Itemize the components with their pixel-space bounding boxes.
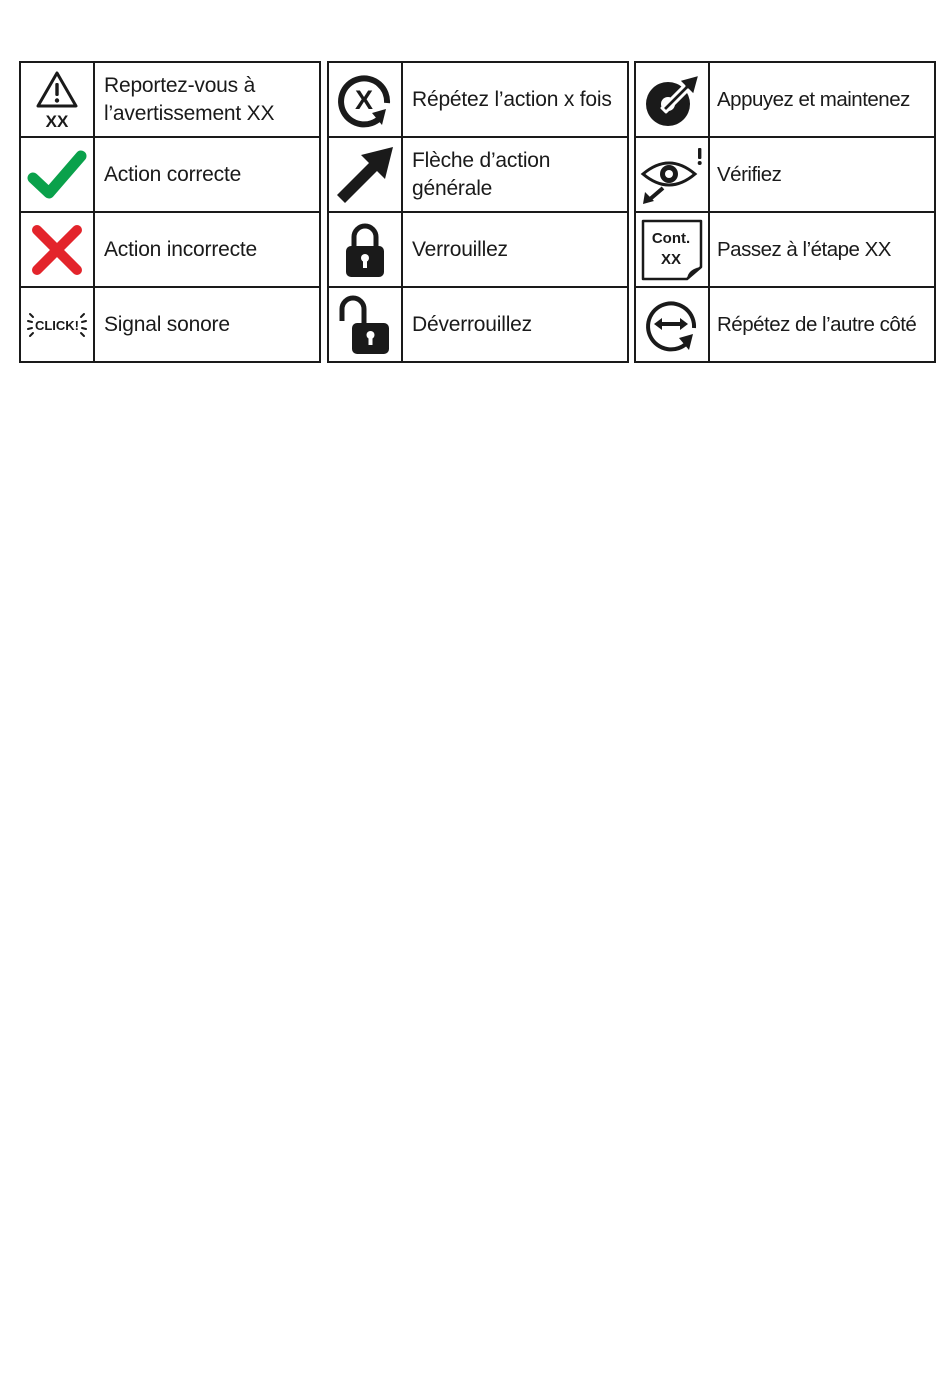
continue-label: Cont. [651, 229, 691, 247]
legend-column-3 [634, 61, 936, 363]
legend-label: Verrouillez [412, 237, 508, 261]
legend-label: Signal sonore [104, 312, 230, 336]
legend-column-1 [19, 61, 321, 363]
repeat-count-x: X [354, 84, 374, 115]
legend-label: Action incorrecte [104, 237, 258, 261]
legend-row [636, 63, 934, 138]
legend-label: Vérifiez [717, 162, 782, 186]
legend-row [21, 288, 319, 361]
click-sound-text: CLICK! [34, 317, 80, 333]
eye-check-icon [639, 144, 705, 206]
warning-triangle-icon [34, 69, 80, 131]
legend-label: Action correcte [104, 162, 242, 186]
legend-label: Déverrouillez [412, 312, 532, 336]
legend-label: Passez à l’étape XX [717, 237, 891, 261]
legend-label: Répétez l’action x fois [412, 87, 612, 111]
legend-row [329, 63, 627, 138]
legend-row [636, 288, 934, 361]
legend-row [329, 288, 627, 361]
legend-row [21, 138, 319, 213]
legend-row [636, 138, 934, 213]
continue-step-code: XX [660, 250, 682, 268]
repeat-other-side-icon [641, 294, 703, 356]
press-hold-icon [640, 68, 704, 132]
legend-row [21, 213, 319, 288]
legend-row [21, 63, 319, 138]
lock-closed-icon [343, 220, 387, 280]
action-arrow-icon [333, 143, 397, 207]
legend-label: Flèche d’action générale [412, 148, 551, 200]
cross-icon [27, 220, 87, 280]
legend-label: Appuyez et maintenez [717, 87, 910, 111]
legend-row [636, 213, 934, 288]
check-icon [25, 147, 89, 203]
continue-step-icon [639, 217, 705, 283]
repeat-x-times-icon [334, 69, 396, 131]
lock-open-icon [335, 293, 395, 357]
click-sound-icon [24, 305, 90, 345]
legend-label: Répétez de l’autre côté [717, 312, 917, 336]
warning-reference-code: XX [45, 111, 69, 131]
legend-label: Reportez-vous à l’avertissement XX [104, 73, 275, 125]
legend-row [329, 138, 627, 213]
legend-column-2 [327, 61, 629, 363]
legend-row [329, 213, 627, 288]
symbol-legend-table [19, 61, 938, 363]
